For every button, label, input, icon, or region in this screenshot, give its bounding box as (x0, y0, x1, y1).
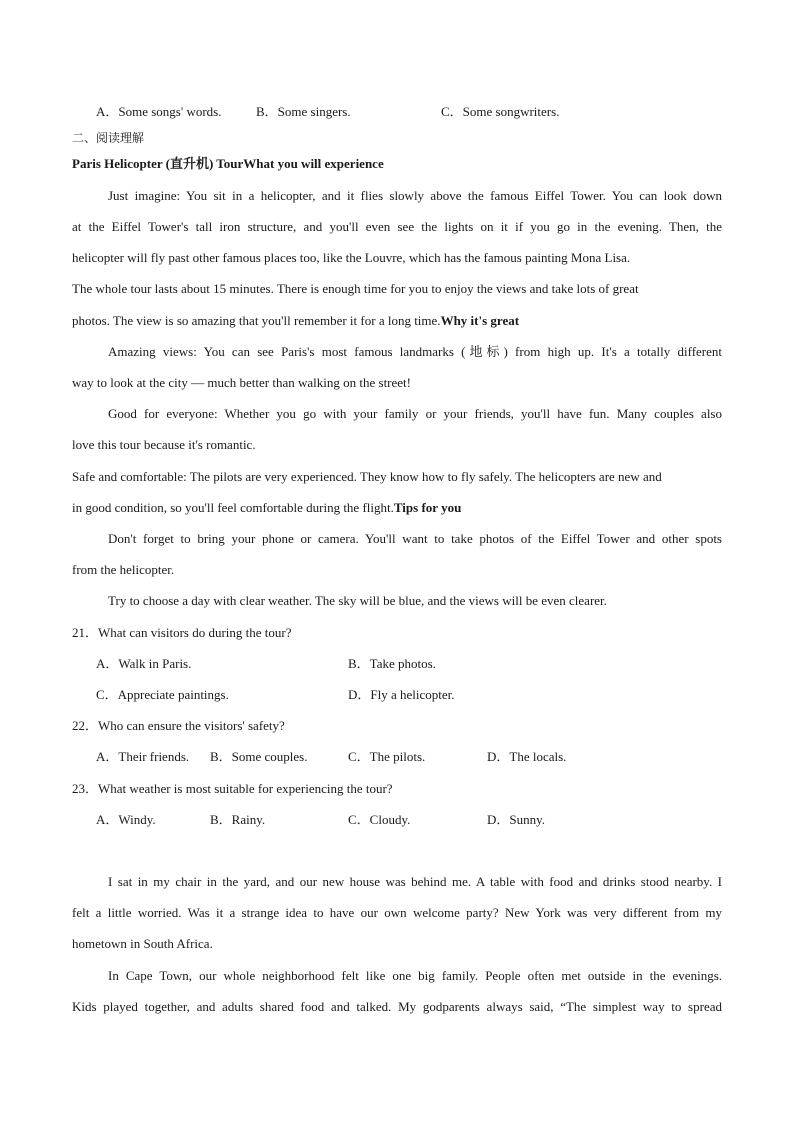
p1-line-3: helicopter will fly past other famous places too, like the Louvre, which has the famous painting Mona Lisa. (72, 250, 631, 265)
passage-title: Paris Helicopter (直升机) TourWhat you will experience (72, 156, 384, 171)
option-23-a: A．Windy. (96, 812, 156, 827)
passage2-p1-line-3: hometown in South Africa. (72, 936, 213, 951)
section-title: 二、阅读理解 (72, 131, 145, 145)
prev-option-a: A．Some songs' words. (96, 104, 222, 119)
option-22-a: A．Their friends. (96, 749, 190, 764)
prev-option-c: C．Some songwriters. (441, 104, 560, 119)
p2-line-2 (72, 313, 519, 329)
question-stem: 23．What weather is most suitable for experiencing the tour? (72, 781, 393, 796)
option-21-d: D．Fly a helicopter. (348, 687, 455, 702)
question-stem: 22．Who can ensure the visitors' safety? (72, 718, 285, 733)
option-22-c: C．The pilots. (348, 749, 426, 764)
heading-why-great: Why it's great (440, 313, 520, 328)
option-23-c: C．Cloudy. (348, 812, 411, 827)
p5-line-2-text: in good condition, so you'll feel comfortable during the flight. (72, 500, 394, 515)
passage2-p1-line-2: felt a little worried. Was it a strange idea to have our own welcome party? New York was very different from my (72, 905, 722, 920)
option-22-d: D．The locals. (487, 749, 567, 764)
p4-line-2: love this tour because it's romantic. (72, 437, 256, 452)
passage2-p1-line-1: I sat in my chair in the yard, and our new house was behind me. A table with food and drinks stood nearby. I (108, 874, 722, 889)
question-stem: 21．What can visitors do during the tour? (72, 625, 292, 640)
option-23-b: B．Rainy. (210, 812, 266, 827)
p5-line-2 (72, 500, 461, 516)
p4-line-1: Good for everyone: Whether you go with your family or your friends, you'll have fun. Many couples also (108, 406, 722, 421)
option-23-d: D．Sunny. (487, 812, 546, 827)
p1-line-2: at the Eiffel Tower's tall iron structure, and you'll even see the lights on it if you go in the evening. Then, the (72, 219, 722, 234)
p3-line-2: way to look at the city — much better than walking on the street! (72, 375, 411, 390)
p5-line-1: Safe and comfortable: The pilots are very experienced. They know how to fly safely. The helicopters are new and (72, 469, 662, 484)
prev-option-b: B．Some singers. (256, 104, 351, 119)
option-21-b: B．Take photos. (348, 656, 436, 671)
p1-line-1: Just imagine: You sit in a helicopter, and it flies slowly above the famous Eiffel Tower. You can look down (108, 188, 722, 203)
passage2-p2-line-2: Kids played together, and adults shared food and talked. My godparents always said, “The simplest way to spread (72, 999, 722, 1014)
p2-line-1: The whole tour lasts about 15 minutes. There is enough time for you to enjoy the views and take lots of great (72, 281, 639, 296)
heading-tips: Tips for you (393, 500, 462, 515)
p3-line-1: Amazing views: You can see Paris's most famous landmarks (地标) from high up. It's a totally different (108, 344, 722, 359)
p6-line-2: from the helicopter. (72, 562, 175, 577)
option-22-b: B．Some couples. (210, 749, 308, 764)
p6-line-1: Don't forget to bring your phone or camera. You'll want to take photos of the Eiffel Tower and other spots (108, 531, 722, 546)
option-21-c: C．Appreciate paintings. (96, 687, 229, 702)
p2-line-2-text: photos. The view is so amazing that you'll remember it for a long time. (72, 313, 441, 328)
passage2-p2-line-1: In Cape Town, our whole neighborhood felt like one big family. People often met outside in the evenings. (108, 968, 722, 983)
p7-line-1: Try to choose a day with clear weather. The sky will be blue, and the views will be even clearer. (108, 593, 607, 608)
option-21-a: A．Walk in Paris. (96, 656, 192, 671)
